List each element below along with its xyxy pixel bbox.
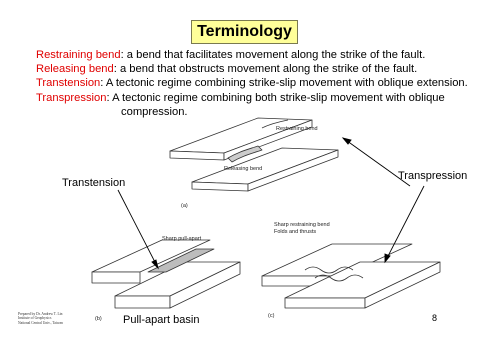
definition-text: : a bend that obstructs movement along the strike of the fault. [113, 63, 418, 76]
restraining-callout-2: Folds and thrusts [274, 229, 317, 235]
slide-title: Terminology [197, 23, 292, 40]
restraining-bend-label: Restraining bend [276, 126, 318, 132]
pull-apart-callout: Sharp pull-apart [162, 236, 202, 242]
diagram-a-tag: (a) [181, 203, 188, 209]
credit-line: National Central Univ., Taiwan [18, 320, 63, 325]
definition-continuation: compression. [121, 105, 188, 118]
diagram-b-tag: (b) [95, 316, 102, 322]
definition-text: : A tectonic regime combining strike-slip movement with oblique extension. [100, 77, 468, 90]
term: Restraining bend [36, 49, 121, 61]
transpression-label: Transpression [398, 170, 468, 182]
restraining-callout-1: Sharp restraining bend [274, 222, 330, 228]
credit [18, 312, 63, 325]
definition-text: : a bend that facilitates movement along the strike of the fault. [120, 49, 426, 61]
term: Transtension [36, 77, 101, 90]
releasing-bend-label: Releasing bend [224, 166, 263, 172]
term: Releasing bend [36, 63, 114, 76]
transtension-label: Transtension [62, 177, 126, 189]
definition-text: : A tectonic regime combining both strike-slip movement with oblique [106, 91, 445, 104]
credit-line: Prepared by Dr. Andrew T. Lin [18, 312, 63, 316]
diagram-b-block [92, 240, 240, 308]
page-number: 8 [432, 313, 438, 323]
pull-apart-basin-label: Pull-apart basin [123, 314, 200, 326]
credit-line: Institute of Geophysics [18, 316, 52, 321]
term: Transpression [36, 91, 107, 104]
diagram-c-block [262, 244, 440, 308]
diagram-c-tag: (c) [268, 313, 275, 319]
